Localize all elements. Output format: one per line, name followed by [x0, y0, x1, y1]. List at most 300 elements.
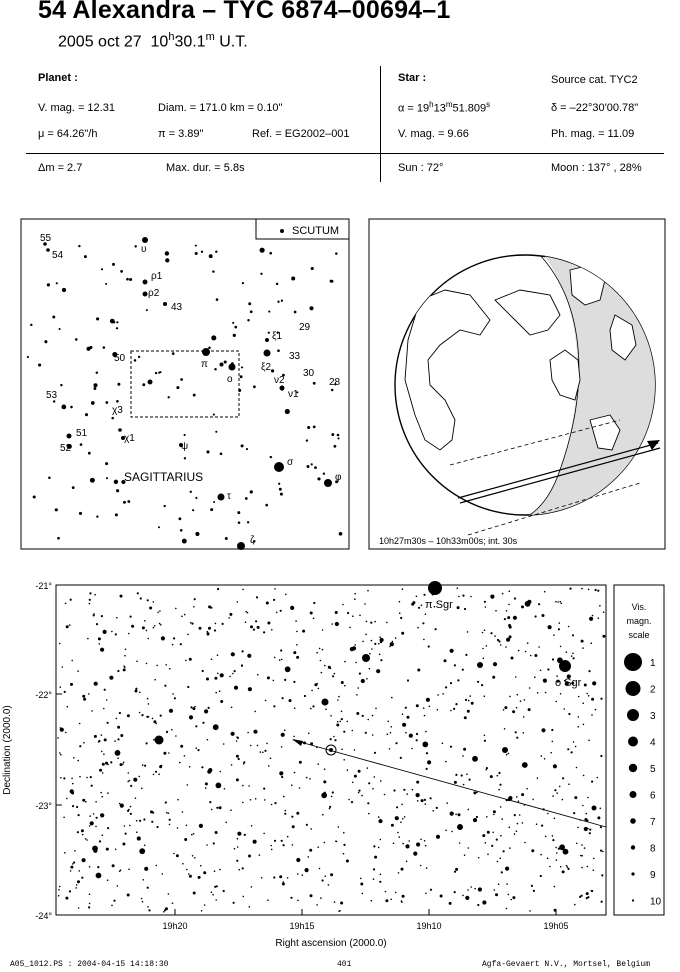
field-star [484, 735, 486, 737]
field-star [423, 639, 425, 641]
field-star [251, 886, 253, 888]
field-star [466, 773, 468, 775]
field-star [584, 847, 586, 849]
field-star [182, 811, 184, 813]
field-star [380, 659, 382, 661]
field-star [463, 784, 465, 786]
finder-star-label: ξ1 [272, 331, 283, 342]
finder-star [215, 431, 217, 433]
field-star [369, 653, 371, 655]
field-star [148, 716, 150, 718]
field-star [117, 726, 120, 729]
field-star [422, 742, 428, 748]
field-star [279, 875, 282, 878]
scale-title-line: magn. [626, 616, 652, 626]
field-star [462, 755, 464, 757]
field-star [551, 729, 553, 731]
field-star [339, 910, 341, 912]
field-star [348, 799, 350, 801]
field-star [70, 683, 73, 686]
field-star [153, 720, 156, 723]
field-star [147, 906, 149, 908]
field-star [581, 588, 583, 590]
field-star [380, 641, 382, 643]
field-star [577, 827, 579, 829]
finder-star [80, 443, 83, 446]
field-star [391, 697, 393, 699]
field-star [504, 728, 506, 730]
field-star [534, 654, 537, 657]
planet-diameter: Diam. = 171.0 km = 0.10" [158, 102, 283, 114]
field-star [463, 748, 466, 751]
field-star [384, 794, 386, 796]
field-star [417, 627, 419, 629]
field-star [426, 752, 428, 754]
finder-star [216, 298, 219, 301]
field-star [267, 899, 269, 901]
finder-named-star [67, 434, 72, 439]
field-star [499, 784, 501, 786]
field-star [159, 623, 161, 625]
field-star [559, 844, 565, 850]
max-duration: Max. dur. = 5.8s [166, 162, 245, 174]
field-star [395, 742, 397, 744]
field-star [147, 698, 149, 700]
field-star [64, 691, 66, 693]
finder-star-labels [40, 233, 342, 546]
finder-star [307, 426, 310, 429]
field-star [528, 708, 531, 711]
field-star [283, 796, 285, 798]
field-star [531, 849, 534, 852]
star-phmag: Ph. mag. = 11.09 [551, 128, 635, 140]
field-star [162, 873, 164, 875]
field-star [416, 842, 420, 846]
field-star [313, 602, 315, 604]
field-star [411, 603, 414, 606]
field-star [250, 625, 253, 628]
finder-star-label: ν1 [288, 389, 299, 400]
field-star [552, 741, 554, 743]
field-star [341, 711, 343, 713]
field-star [128, 633, 130, 635]
field-star [157, 612, 159, 614]
finder-star [208, 346, 211, 349]
field-star [135, 688, 137, 690]
field-star [67, 706, 69, 708]
field-star [573, 741, 575, 743]
field-star [509, 590, 511, 592]
field-star [297, 900, 299, 902]
field-star [481, 684, 483, 686]
field-star [374, 776, 376, 778]
field-star [521, 605, 524, 608]
field-star [328, 884, 330, 886]
finder-star [281, 300, 283, 302]
finder-star [306, 439, 308, 441]
field-star [281, 659, 283, 661]
field-star [361, 795, 363, 797]
field-star [187, 634, 189, 636]
field-star [192, 707, 195, 710]
field-star [450, 682, 452, 684]
finder-star [268, 311, 270, 313]
field-star [156, 865, 158, 867]
field-star [165, 907, 168, 910]
finder-star [96, 372, 98, 374]
finder-star [234, 326, 237, 329]
field-star [592, 615, 594, 617]
field-star [168, 812, 170, 814]
field-star [94, 735, 97, 738]
finder-star [180, 378, 183, 381]
field-star [464, 854, 466, 856]
field-star [107, 879, 109, 881]
field-star [368, 782, 370, 784]
field-star [537, 692, 539, 694]
field-star [153, 601, 155, 603]
field-star [506, 638, 510, 642]
field-star [540, 854, 542, 856]
omicron-sgr-label: ο Sgr [555, 677, 582, 689]
field-star [587, 896, 589, 898]
field-star [416, 704, 419, 707]
field-star [59, 752, 61, 754]
field-star [120, 869, 122, 871]
finder-star-label: φ [335, 472, 342, 483]
field-star [169, 709, 173, 713]
field-star [253, 730, 257, 734]
field-star [484, 740, 486, 742]
field-star [477, 904, 479, 906]
field-star [193, 606, 195, 608]
field-star [424, 840, 426, 842]
field-star [425, 803, 427, 805]
field-star [165, 664, 167, 666]
magnitude-scale-label: 2 [650, 684, 656, 696]
field-star [142, 626, 145, 629]
field-star [436, 807, 438, 809]
finder-star [192, 509, 194, 511]
field-star [163, 911, 165, 913]
field-star [536, 823, 538, 825]
field-star [325, 709, 327, 711]
field-star [560, 601, 562, 603]
finder-star [146, 309, 148, 311]
finder-star [116, 400, 119, 403]
finder-star [117, 383, 120, 386]
field-star [113, 900, 115, 902]
field-star [257, 674, 259, 676]
field-star [361, 679, 365, 683]
field-star [219, 690, 221, 692]
field-star [457, 606, 460, 609]
field-star [347, 612, 349, 614]
finder-star [277, 301, 279, 303]
field-star [182, 863, 184, 865]
field-star [120, 804, 124, 808]
finder-star [311, 463, 313, 465]
field-star [533, 890, 535, 892]
field-star [208, 627, 211, 630]
field-star [354, 644, 356, 646]
finder-star [280, 493, 283, 496]
field-star [416, 793, 420, 797]
field-star [405, 844, 409, 848]
finder-star [311, 267, 314, 270]
finder-star [331, 433, 334, 436]
field-star [362, 715, 364, 717]
field-star [107, 827, 109, 829]
finder-star [56, 282, 58, 284]
field-star [119, 803, 121, 805]
field-star [376, 669, 380, 673]
field-star [216, 783, 222, 789]
field-star [271, 804, 273, 806]
finder-star [33, 495, 36, 498]
field-star [173, 853, 175, 855]
field-star [152, 718, 154, 720]
field-star [482, 632, 484, 634]
magnitude-scale-label: 7 [650, 817, 656, 828]
field-star [216, 807, 218, 809]
field-star [322, 814, 324, 816]
finder-star-label: ο [227, 374, 233, 385]
bright-field-star [457, 824, 463, 830]
field-star [592, 681, 596, 685]
field-star [146, 663, 148, 665]
field-star [542, 614, 545, 617]
field-star [593, 858, 595, 860]
field-star [144, 620, 146, 622]
field-star [583, 775, 585, 777]
field-star [468, 847, 470, 849]
finder-star-label: ζ [250, 535, 255, 546]
field-star [450, 649, 454, 653]
planet-vmag: V. mag. = 12.31 [38, 102, 115, 114]
field-star [398, 836, 400, 838]
field-star [386, 622, 388, 624]
field-star [143, 879, 145, 881]
field-star [547, 857, 549, 859]
field-star [555, 701, 557, 703]
field-star [292, 825, 295, 828]
field-star [160, 765, 162, 767]
field-star [283, 844, 285, 846]
finder-star [172, 352, 175, 355]
field-star [86, 777, 88, 779]
field-star [70, 866, 73, 869]
finder-star [233, 334, 236, 337]
field-star [82, 799, 85, 802]
field-star [371, 900, 373, 902]
field-star [421, 604, 423, 606]
field-star [214, 870, 216, 872]
field-star [322, 629, 324, 631]
field-star [484, 601, 486, 603]
field-star [378, 847, 380, 849]
field-star [255, 620, 257, 622]
field-star [498, 640, 500, 642]
field-star [557, 601, 559, 603]
scale-title-line: scale [628, 630, 650, 640]
field-star [343, 759, 345, 761]
field-star [588, 589, 590, 591]
finder-star [57, 537, 60, 540]
field-star [554, 789, 556, 791]
field-star [591, 642, 593, 644]
field-star [322, 649, 324, 651]
field-star [483, 658, 485, 660]
time-hours: 10 [150, 33, 169, 51]
field-star [534, 676, 536, 678]
field-star [270, 758, 272, 760]
finder-star [276, 283, 279, 286]
field-star [265, 700, 267, 702]
field-star [426, 768, 428, 770]
field-star [236, 778, 239, 781]
finder-star [138, 356, 140, 358]
finder-star [265, 504, 268, 507]
finder-star [241, 366, 243, 368]
field-star [320, 660, 322, 662]
field-star [193, 833, 195, 835]
finder-star-label: ρ2 [148, 288, 160, 299]
finder-star [155, 372, 157, 374]
finder-star [127, 500, 130, 503]
field-star [574, 796, 577, 799]
field-star [335, 622, 339, 626]
field-star [69, 624, 71, 626]
scutum-star [280, 229, 284, 233]
dec-tick-label: -23° [35, 801, 52, 811]
field-star [251, 825, 253, 827]
field-star [96, 817, 98, 819]
field-star [522, 762, 528, 768]
field-star [562, 799, 564, 801]
field-star [83, 698, 86, 701]
field-star [504, 706, 507, 709]
finder-named-star [163, 302, 167, 306]
field-star [130, 616, 132, 618]
field-star [540, 875, 542, 877]
field-star [123, 665, 125, 667]
field-star [215, 899, 217, 901]
field-star [352, 615, 354, 617]
field-star [110, 761, 112, 763]
field-star [213, 724, 219, 730]
field-star [430, 889, 432, 891]
field-star [128, 809, 130, 811]
field-star [82, 695, 85, 698]
field-star [237, 846, 239, 848]
finder-star [232, 322, 234, 324]
field-star [117, 757, 119, 759]
field-star [599, 605, 601, 607]
field-star [333, 736, 335, 738]
field-star [372, 734, 374, 736]
field-star [412, 789, 414, 791]
field-star [544, 758, 546, 760]
field-star [225, 822, 227, 824]
field-star [552, 658, 554, 660]
field-star [395, 892, 397, 894]
field-star [213, 842, 215, 844]
field-star [532, 799, 534, 801]
field-star [500, 835, 502, 837]
field-star [498, 772, 500, 774]
field-star [65, 732, 67, 734]
field-star [497, 861, 499, 863]
field-star [547, 668, 549, 670]
field-star [187, 784, 189, 786]
field-star [485, 606, 487, 608]
field-star [206, 844, 208, 846]
field-star [351, 801, 353, 803]
finder-star [193, 394, 196, 397]
field-star [437, 709, 439, 711]
magnitude-scale-dot [628, 737, 638, 747]
field-star [159, 610, 161, 612]
field-star [85, 838, 87, 840]
field-star [566, 865, 568, 867]
finder-star [59, 328, 61, 330]
field-star [237, 832, 241, 836]
finder-star [201, 251, 203, 253]
field-star [520, 700, 522, 702]
field-star [362, 641, 364, 643]
field-star [407, 679, 409, 681]
field-star [102, 835, 104, 837]
field-star [63, 777, 65, 779]
field-star [588, 695, 590, 697]
field-star [207, 632, 210, 635]
finder-star [206, 450, 209, 453]
field-star [600, 698, 602, 700]
field-star [189, 715, 193, 719]
field-star [263, 631, 265, 633]
field-star [450, 812, 454, 816]
field-star [141, 898, 143, 900]
field-star [482, 900, 486, 904]
field-star [179, 762, 181, 764]
finder-star [309, 306, 313, 310]
field-star [184, 755, 186, 757]
field-star [219, 869, 221, 871]
field-star [341, 749, 343, 751]
field-star [88, 693, 90, 695]
field-star [166, 812, 168, 814]
field-star [595, 589, 597, 591]
field-star [101, 615, 103, 617]
field-star [58, 895, 60, 897]
field-star [247, 732, 249, 734]
finder-named-star [218, 494, 225, 501]
field-star [306, 824, 308, 826]
field-star [337, 699, 339, 701]
field-star [390, 726, 392, 728]
field-star [101, 796, 103, 798]
field-star [562, 777, 564, 779]
field-star [171, 729, 173, 731]
field-star [166, 732, 168, 734]
finder-named-star [46, 248, 50, 252]
footer-publisher: Agfa-Gevaert N.V., Mortsel, Belgium [482, 960, 651, 969]
field-star [496, 839, 498, 841]
field-star [492, 832, 494, 834]
field-star [214, 886, 216, 888]
field-star [234, 686, 238, 690]
